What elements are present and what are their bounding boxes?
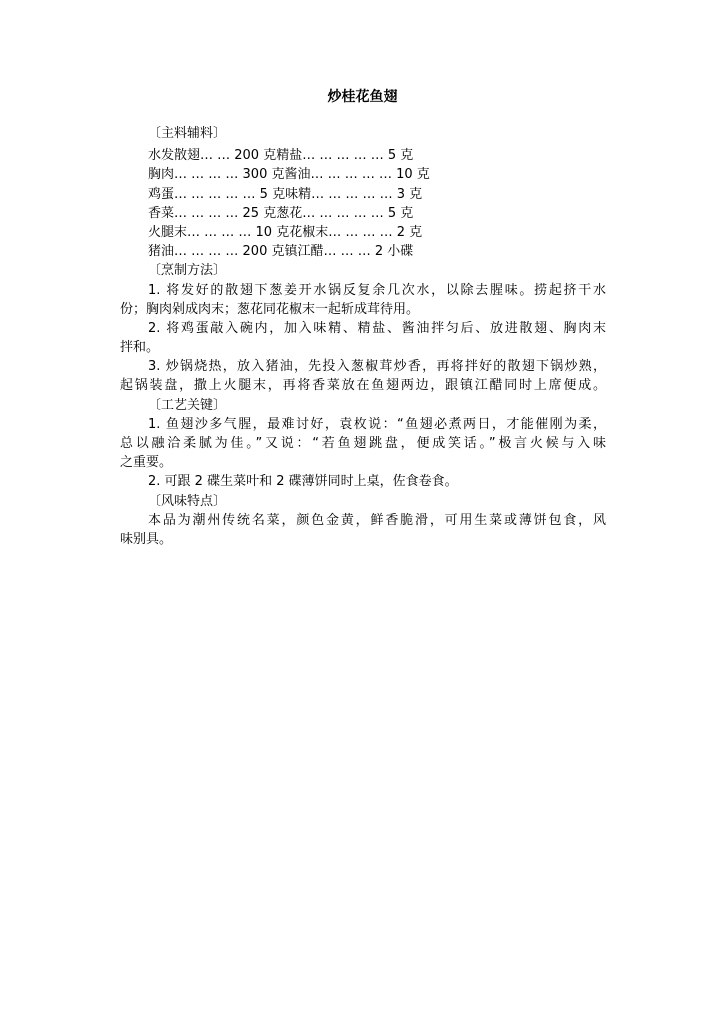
- key-point-line: 之重要。: [120, 455, 173, 471]
- key-point-line: 2. 可跟 2 碟生菜叶和 2 碟薄饼同时上桌，佐食卷食。: [148, 474, 458, 490]
- method-heading: 〔烹制方法〕: [148, 263, 227, 279]
- key-point-line: 总以融洽柔腻为佳。”又说：“若鱼翅跳盘，便成笑话。”极言火候与入味: [120, 436, 606, 451]
- page-title: 炒桂花鱼翅: [327, 89, 398, 105]
- features-line: 味别具。: [120, 531, 173, 547]
- features-heading: 〔风味特点〕: [148, 493, 227, 509]
- recipe-body: [120, 124, 606, 549]
- method-step-line: 起锅装盘，撒上火腿末，再将香菜放在鱼翅两边，跟镇江醋同时上席便成。: [120, 378, 606, 394]
- method-step-line: 3. 炒锅烧热，放入猪油，先投入葱椒茸炒香，再将拌好的散翅下锅炒熟，: [148, 359, 606, 375]
- features-line: 本品为潮州传统名菜，颜色金黄，鲜香脆滑，可用生菜或薄饼包食，风: [148, 512, 606, 528]
- ingredient-line: 胸肉… … … … 300 克酱油… … … … … 10 克: [148, 167, 430, 183]
- method-step-line: 拌和。: [120, 340, 160, 356]
- method-step-line: 1. 将发好的散翅下葱姜开水锅反复余几次水，以除去腥味。捞起挤干水: [148, 282, 606, 298]
- method-step-line: 2. 将鸡蛋敲入碗内，加入味精、精盐、酱油拌匀后、放进散翅、胸肉末: [148, 320, 606, 336]
- ingredient-line: 香菜… … … … 25 克葱花… … … … … 5 克: [148, 205, 414, 221]
- key-points-heading: 〔工艺关键〕: [148, 397, 227, 413]
- ingredient-line: 火腿末… … … … 10 克花椒末… … … … 2 克: [148, 224, 423, 240]
- ingredients-heading: 〔主料辅料〕: [148, 126, 227, 141]
- key-point-line: 1. 鱼翅沙多气腥，最难讨好，袁枚说：“鱼翅必煮两日，才能催刚为柔，: [148, 416, 606, 432]
- ingredient-line: 水发散翅… … 200 克精盐… … … … … 5 克: [148, 148, 414, 164]
- ingredient-line: 鸡蛋… … … … … 5 克味精… … … … … 3 克: [148, 186, 423, 202]
- ingredient-line: 猪油… … … … 200 克镇江醋… … … 2 小碟: [148, 244, 414, 260]
- method-step-line: 份；胸肉剁成肉末；葱花同花椒末一起斩成茸待用。: [120, 301, 420, 317]
